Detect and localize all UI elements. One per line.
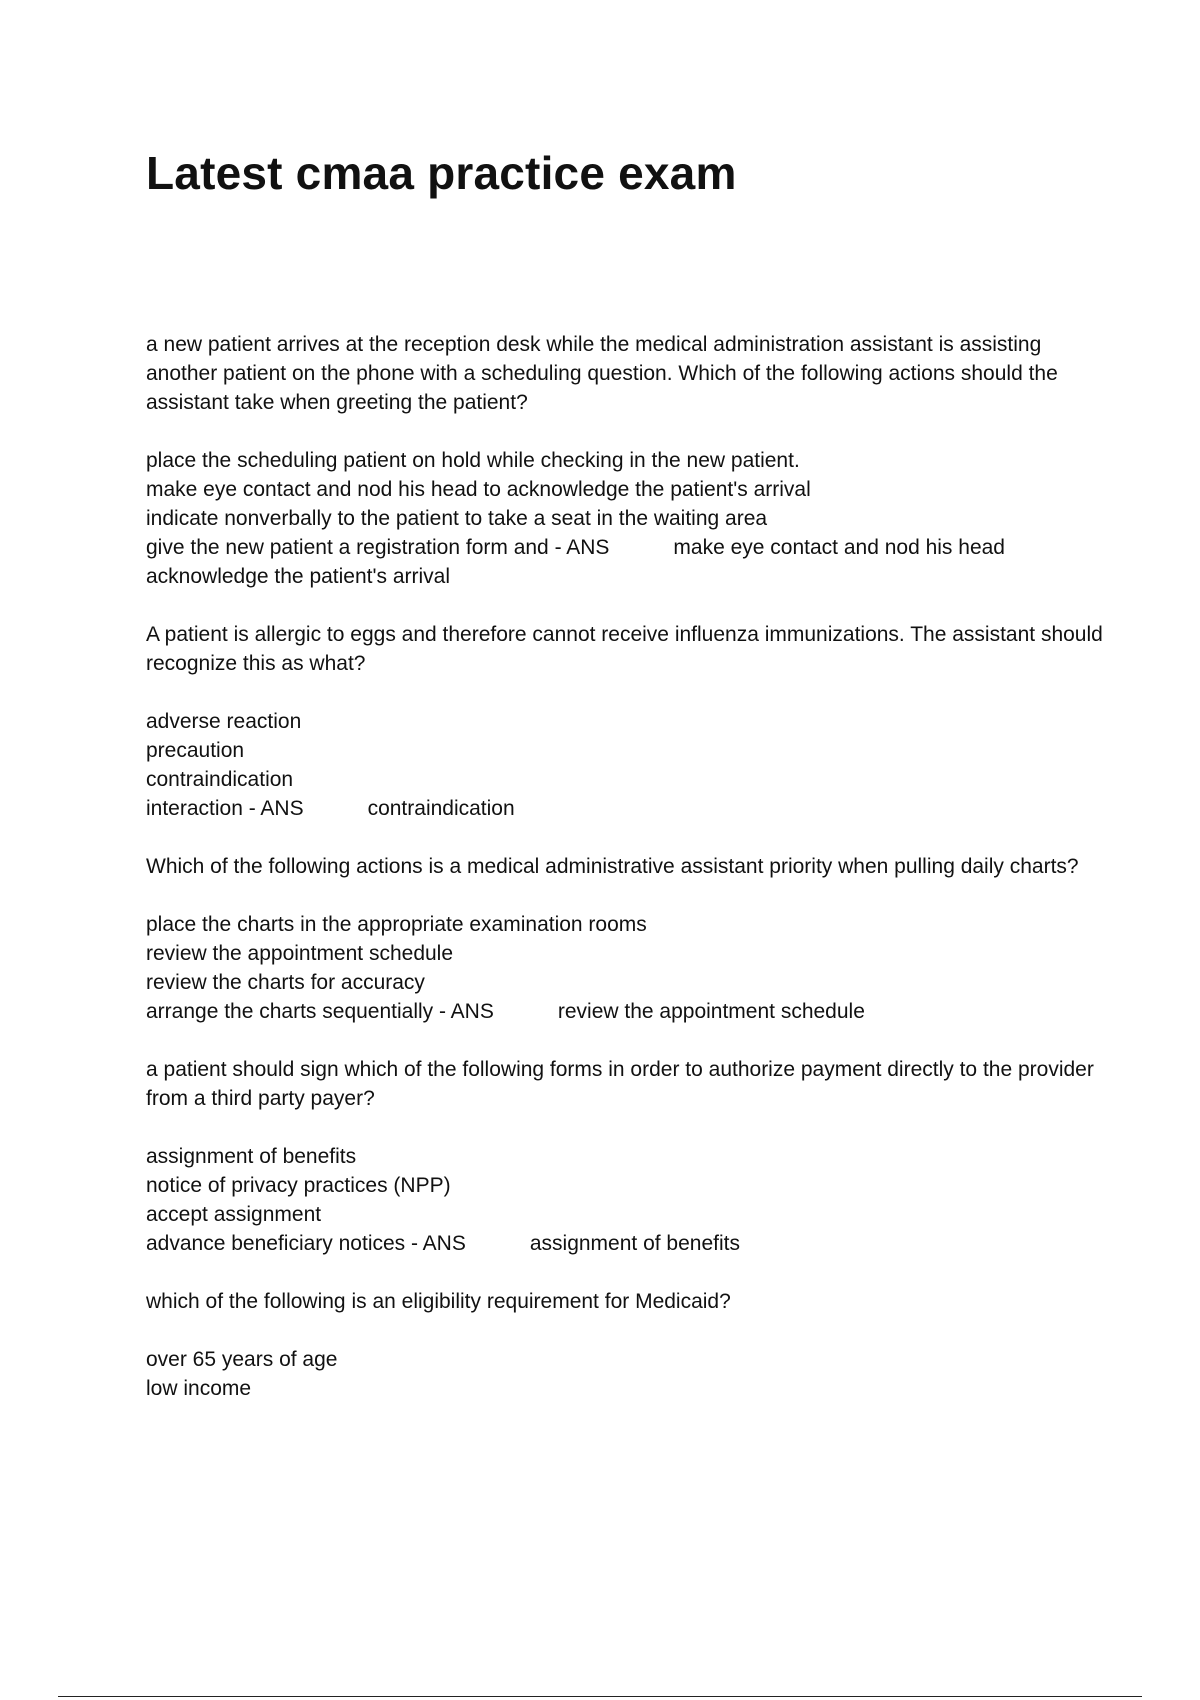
answer-text: contraindication	[367, 797, 515, 820]
question-item	[146, 1287, 1106, 1403]
answer-line	[146, 1229, 1106, 1258]
answer-line	[146, 794, 1106, 823]
option: place the charts in the appropriate examination rooms	[146, 913, 647, 936]
options-list	[146, 446, 1106, 591]
option: over 65 years of age	[146, 1348, 338, 1371]
option-with-ans-marker: advance beneficiary notices - ANS	[146, 1232, 466, 1255]
question-item	[146, 852, 1106, 1026]
answer-line	[146, 997, 1106, 1026]
answer-text: assignment of benefits	[529, 1232, 740, 1255]
option: indicate nonverbally to the patient to take a seat in the waiting area	[146, 507, 768, 530]
option: place the scheduling patient on hold while checking in the new patient.	[146, 449, 800, 472]
option: adverse reaction	[146, 710, 302, 733]
answer-line	[146, 533, 1106, 591]
question-item	[146, 1055, 1106, 1258]
question-text: a new patient arrives at the reception desk while the medical administration assistant is assisting another patient on the phone with a scheduling question. Which of the following actions should the assistant take when greeting the patient?	[146, 333, 1058, 414]
answer-text: review the appointment schedule	[557, 1000, 865, 1023]
option: notice of privacy practices (NPP)	[146, 1174, 451, 1197]
option: accept assignment	[146, 1203, 322, 1226]
option-with-ans-marker: interaction - ANS	[146, 797, 304, 820]
option: precaution	[146, 739, 245, 762]
question-text: a patient should sign which of the following forms in order to authorize payment directly to the provider from a third party payer?	[146, 1058, 1094, 1110]
options-list	[146, 1345, 1106, 1403]
document-title: Latest cmaa practice exam	[146, 147, 737, 199]
page-bottom-rule	[58, 1696, 1142, 1697]
question-text: Which of the following actions is a medical administrative assistant priority when pulling daily charts?	[146, 855, 1079, 878]
option-with-ans-marker: give the new patient a registration form and - ANS	[146, 536, 610, 559]
option-with-ans-marker: arrange the charts sequentially - ANS	[146, 1000, 494, 1023]
option: make eye contact and nod his head to acknowledge the patient's arrival	[146, 478, 811, 501]
options-list	[146, 707, 1106, 823]
answer-text: make eye contact and nod his head acknowledge the patient's arrival	[146, 536, 1005, 588]
question-text: A patient is allergic to eggs and therefore cannot receive influenza immunizations. The assistant should recognize this as what?	[146, 623, 1103, 675]
question-item	[146, 330, 1106, 591]
option: contraindication	[146, 768, 294, 791]
question-text: which of the following is an eligibility requirement for Medicaid?	[146, 1290, 731, 1313]
question-item	[146, 620, 1106, 823]
option: assignment of benefits	[146, 1145, 357, 1168]
options-list	[146, 1142, 1106, 1258]
question-list	[146, 330, 1106, 1432]
option: review the appointment schedule	[146, 942, 454, 965]
option: low income	[146, 1377, 252, 1400]
options-list	[146, 910, 1106, 1026]
option: review the charts for accuracy	[146, 971, 425, 994]
